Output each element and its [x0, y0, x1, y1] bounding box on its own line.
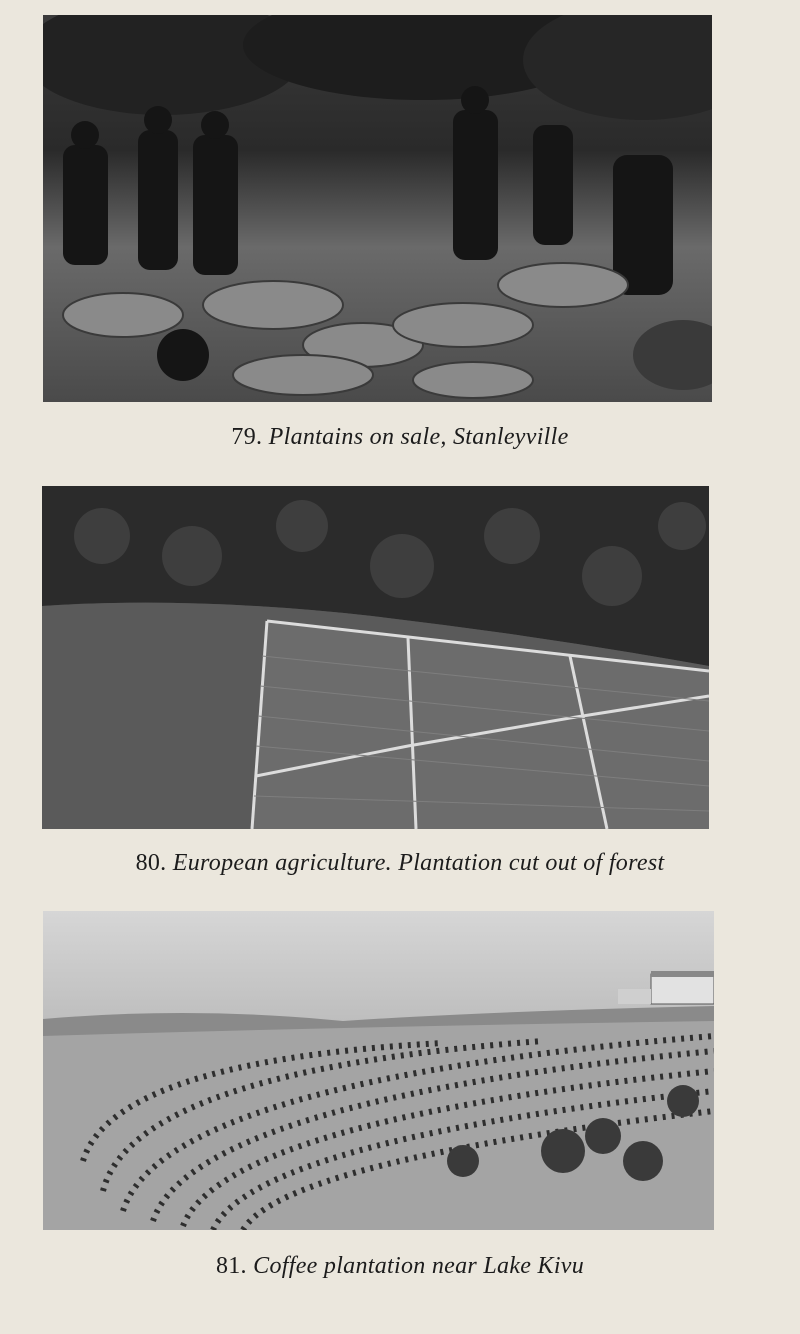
photo-coffee-plantation [43, 911, 714, 1230]
plate-number: 80. [135, 850, 167, 876]
caption-plate-80 [0, 850, 800, 877]
plate-caption: European agriculture. Plantation cut out of forest [172, 850, 665, 876]
photo-plantation-forest [42, 486, 709, 829]
plate-number: 81. [215, 1253, 247, 1279]
caption-plate-79 [0, 424, 800, 451]
plate-caption: Plantains on sale, Stanleyville [268, 424, 569, 450]
photo-plantains-market [43, 15, 712, 402]
plate-number: 79. [231, 424, 263, 450]
plate-caption: Coffee plantation near Lake Kivu [253, 1253, 585, 1279]
caption-plate-81 [0, 1253, 800, 1280]
